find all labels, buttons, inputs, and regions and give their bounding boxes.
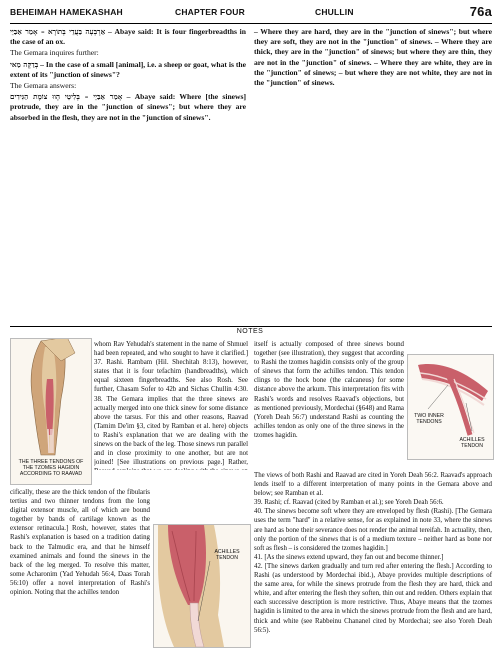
notes-title: NOTES xyxy=(236,328,264,335)
notes-wide xyxy=(254,471,492,635)
page-number: 76a xyxy=(469,4,492,19)
main-text-right xyxy=(254,27,492,89)
illustration-three-tendons xyxy=(10,338,92,485)
note-39: 39. Rashi; cf. Raavad (cited by Ramban et al.); see Yoreh Deah 56:6. xyxy=(254,499,444,507)
running-header xyxy=(10,5,492,24)
main-para-4: The Gemara answers: xyxy=(10,81,77,91)
illustration-achilles xyxy=(153,524,251,648)
notes-col-1-bottom: cifically, these are the thick tendon of the fibularis tertius and two thinner tendons from the long digital extensor muscle, all of which are bound together by bands of cartilage known as the extensor retinacula.] Rosh, however, states that Rashi's explanation is based on a tradition dating back to the Talmudic era, and that he himself examined animals and found the sinews in the back of the leg merged. To resolve this matter, some Acharonim (Yad Yehudah 56:4, Daas Torah 56:10) offer a novel interpretation of Rashi's opinion. Noting that the achilles tendon xyxy=(10,489,150,597)
main-para-2: The Gemara inquires further: xyxy=(10,48,99,58)
note-42: 42. [The sinews darken gradually and turn red after entering the flesh.] According to Rashi (as understood by Mordechai ibid.), Abaye provides multiple descriptions of the same area, for while the sinews protrude from the flesh they are hard, thick and white, and after entering the flesh they soften, thin out and redden. Others explain that each successive description is more restrictive. Thus, Abaye means that the tzomes hagidin is limited to the area in which the sinews protrude from the flesh and are hard, thick and white (see Rabbeinu Chananel cited by Mordechai; see also Yoreh Deah 56:5). xyxy=(254,562,492,634)
note-40: 40. The sinews become soft where they are enveloped by flesh (Rashi). [The Gemara uses the term "hard" in a relative sense, for as explained in note 33, where the sinews are hard as bone their severance does not render the animal tereifah. In actuality, then, only the portion of the sinews that is of a medium texture – neither hard as bone nor soft as flesh – is considered the tzomes hagidin.] xyxy=(254,508,492,552)
main-text-left xyxy=(10,27,246,124)
notes-col-2 xyxy=(254,340,404,469)
notes-views-paragraph: The views of both Rashi and Raavad are cited in Yoreh Deah 56:2. Raavad's approach lends itself to a different interpretation of many points in the Gemara above and below; see Ramban et al. xyxy=(254,472,492,498)
main-right-para: – Where they are hard, they are in the "junction of sinews"; but where they are soft, they are not in the "junction" of sinews. – Where they are thick, they are in the "junction" of sinews; but where they are thin, they are not in the "junction" of sinews. – Where they are white, they are in the "junction" of sinews; – but where they are not white, they are not in the "junction" of sinews. xyxy=(254,27,492,88)
header-tractate: CHULLIN xyxy=(315,7,354,17)
illustration-1-caption: THE THREE TENDONS OF THE TZOMES HAGIDIN ACCORDING TO RAAVAD xyxy=(18,459,84,477)
notes-col-1-text: whom Rav Yehudah's statement in the name of Shmuel had been repeated, and who sought to have it clarified.] 37. Rashi. Rambam (Hil. Shechitah 8:13), however, states that it is four tefachim (handbreadths), which equal sixteen fingerbreadths. See also Rosh. See further, Chasam Sofer to 42b and Sichas Chullin 4:30. 38. The Gemara implies that the three sinews are actually merged into one thick sinew for some distance above the tarsus. For this and other reasons, Raavad (Tamim De'im §3, cited by Ramban et al. here) objects to Rashi's explanation that we are dealing with the sinews on the back of the leg. Those sinews run parallel and in close proximity to one another, but are not joined! [See illustrations on previous page.] Rather, xyxy=(94,341,248,467)
notes-divider xyxy=(10,326,492,327)
notes-col-1-top xyxy=(94,340,248,470)
illustration-3-label-b: ACHILLES TENDON xyxy=(459,437,485,449)
achilles-tendon-illustration xyxy=(154,525,250,647)
header-book-title: BEHEIMAH HAMEKASHAH xyxy=(10,7,123,17)
illustration-2-label: ACHILLES TENDON xyxy=(214,549,240,561)
illustration-3-label-a: TWO INNER TENDONS xyxy=(414,413,444,425)
illustration-inner-tendons xyxy=(407,354,494,460)
main-para-1: אַרְבְּעָה בַּעֲדֵי בְּתוֹרָא – אָמַר אַבַּיֵי – Abaye said: It is four fingerbreadths in the case of an ox. xyxy=(10,27,246,47)
main-para-5: אָמַר אַבַּיֵי – בְּלִיטֵי הָווּ צוֹמֶת הַגִּידִים – Abaye said: Where [the sinews] protrude, they are in the "junction of sinews"; but where they are absorbed in the flesh, they are not in the "junction of sinews". xyxy=(10,92,247,122)
leg-front-tendons-illustration xyxy=(11,339,91,457)
header-chapter: CHAPTER FOUR xyxy=(175,7,245,17)
note-41: 41. [As the sinews extend upward, they fan out and become thinner.] xyxy=(254,553,444,561)
notes-col-2-text: itself is actually composed of three sinews bound together (see illustration), they suggest that according to Rashi the tzomes hagidin consists only of the group of sinews that form the achilles tendon. This tendon clings to the hock bone (the calcaneus) for some distance above the arkum. This interpretation fits with Rashi's words and resolves Raavad's objections, but as mentioned previously, Mordechai (§648) and Rama (Yoreh Deah 56:7) understand Rashi as counting the achilles tendon as only one of the three sinews in the tzomes hagidin. xyxy=(254,341,404,439)
main-para-3: בְּדַקָּה מַאי – In the case of a small [animal], i.e. a sheep or goat, what is the extent of its "junction of sinews"? xyxy=(10,59,246,79)
